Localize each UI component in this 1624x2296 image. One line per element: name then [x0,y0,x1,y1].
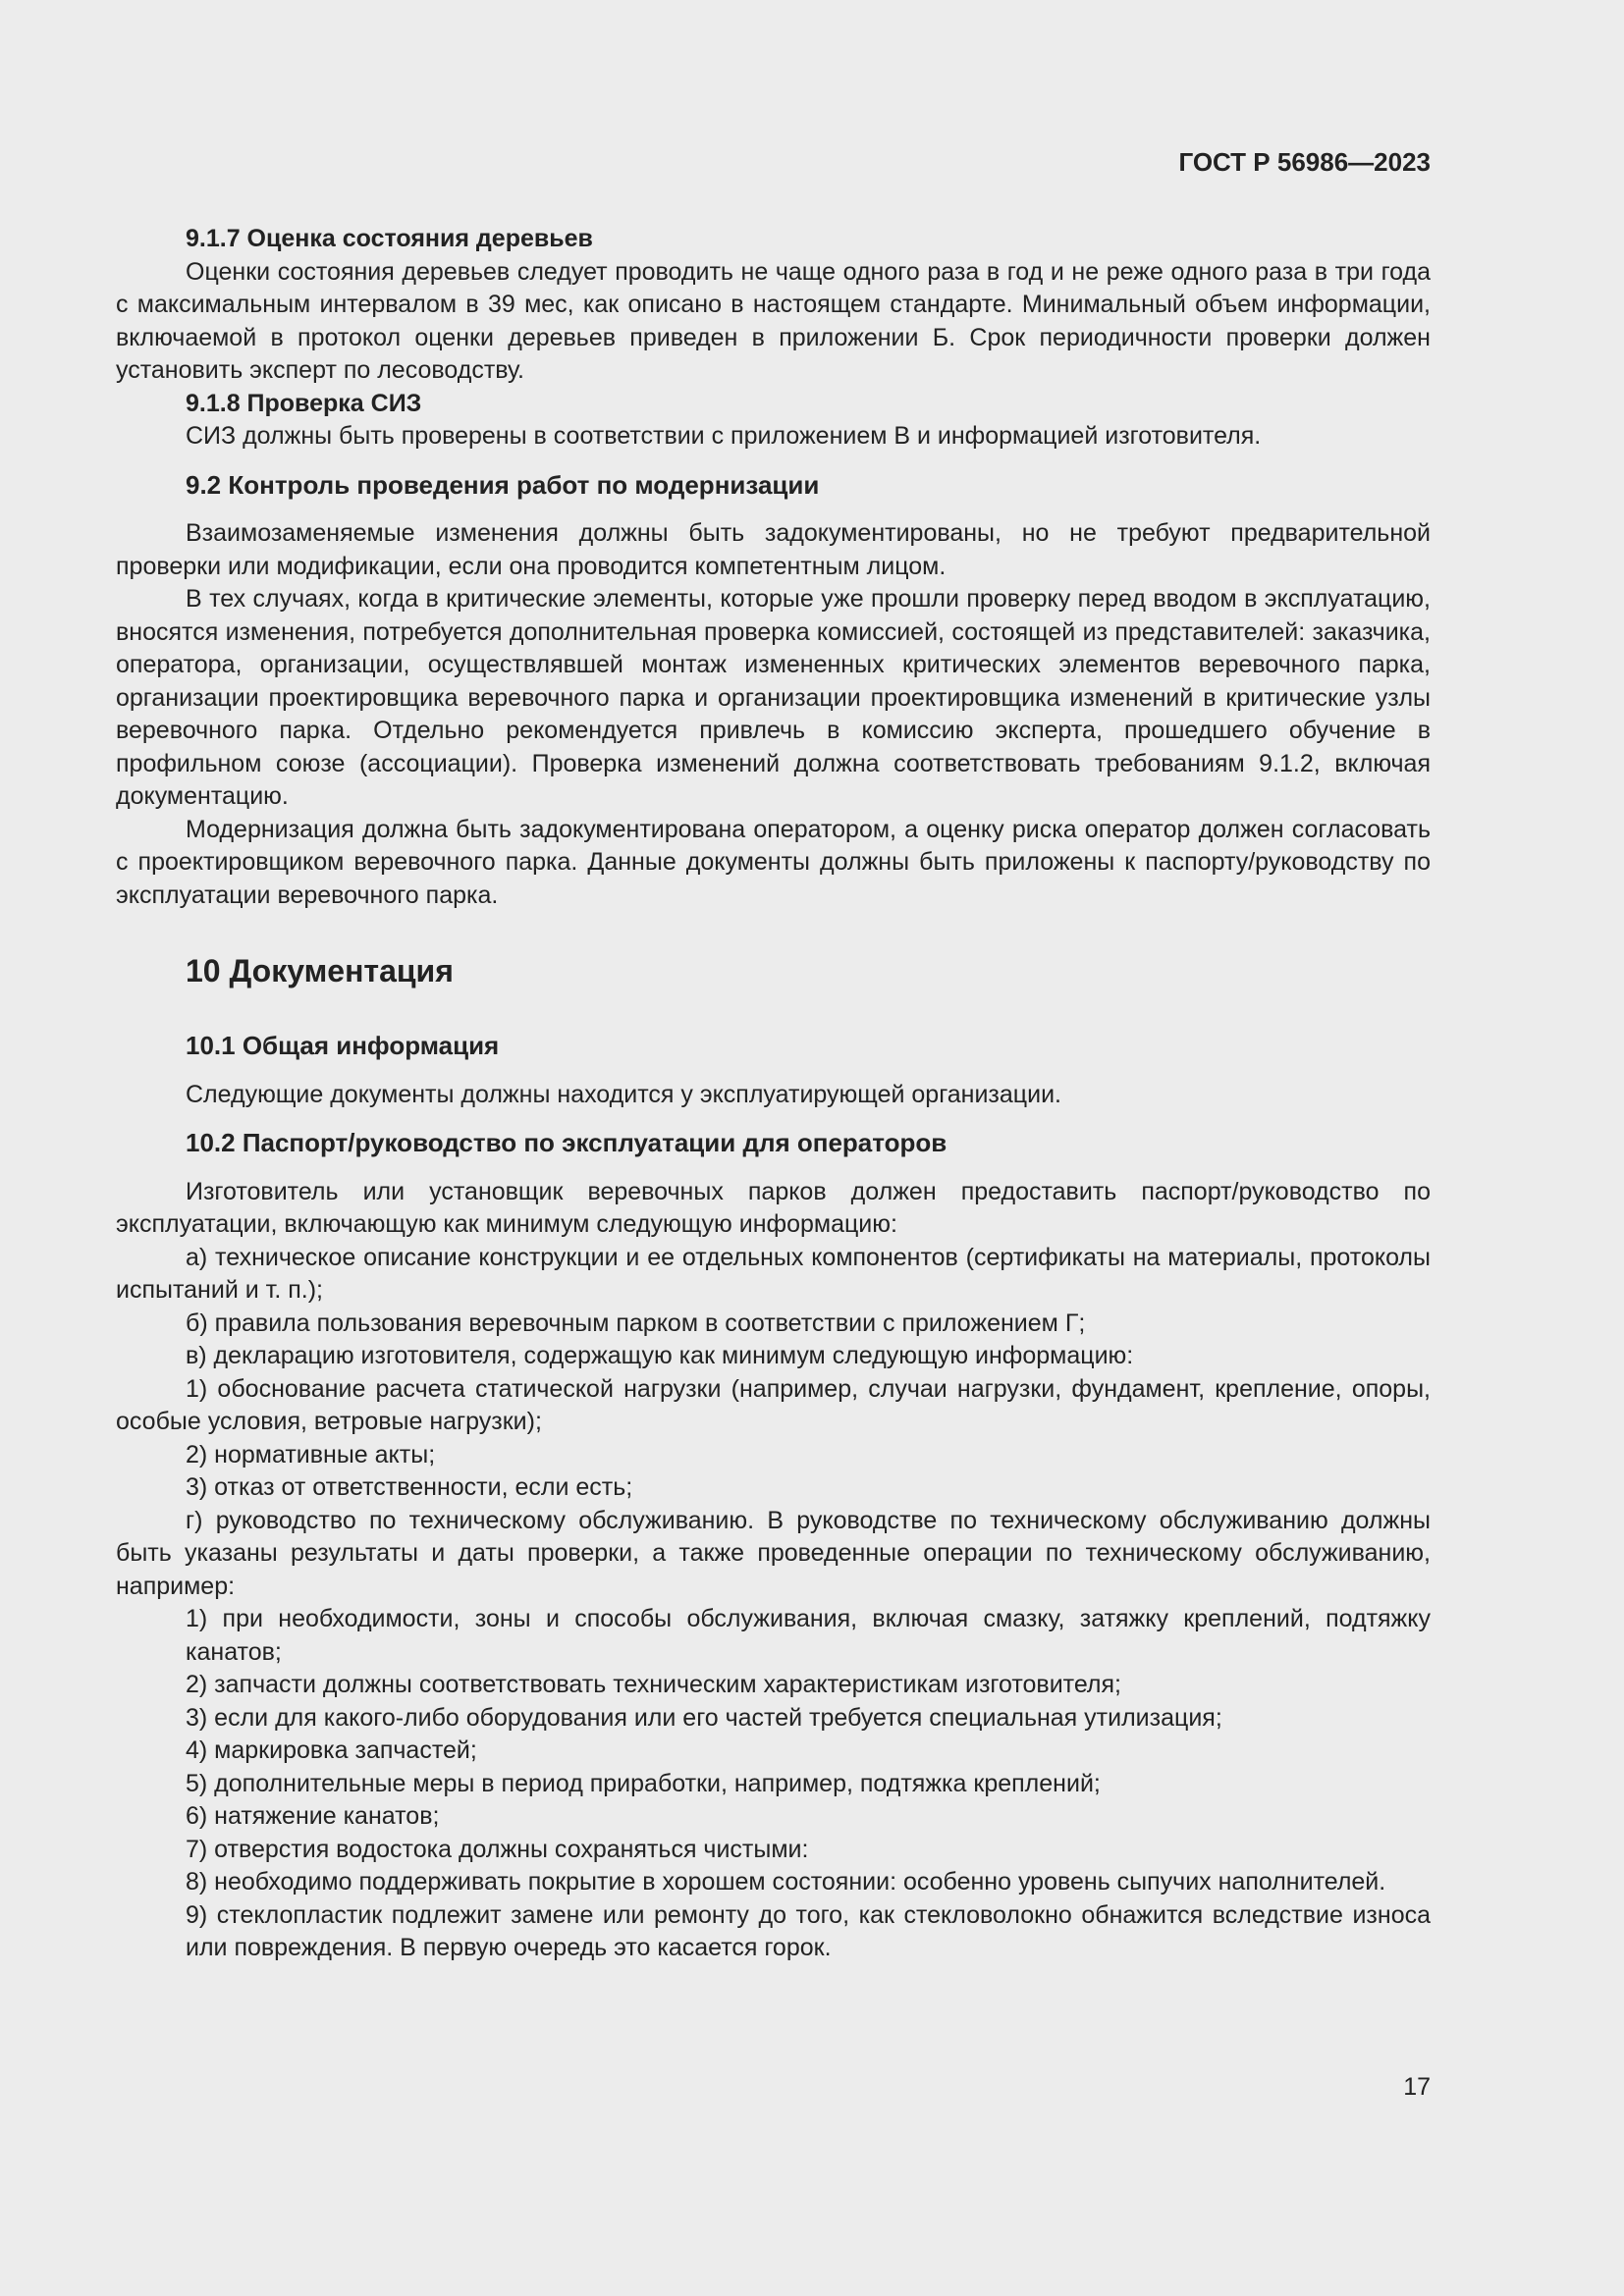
section-9-1-8-title: 9.1.8 Проверка СИЗ [186,389,422,417]
list-subitem: 3) если для какого-либо оборудования или его частей требуется специальная утилизация; [186,1703,1222,1732]
document-code: ГОСТ Р 56986—2023 [1178,147,1431,177]
list-subitem: 1) обоснование расчета статической нагрузки (например, случаи нагрузки, фундамент, крепление, опоры, особые условия, ветровые нагрузки); [116,1374,1431,1435]
section-10-title: 10 Документация [186,953,454,988]
list-subitem: 2) запчасти должны соответствовать техническим характеристикам изготовителя; [186,1671,1121,1698]
list-subitem: 5) дополнительные меры в период приработки, например, подтяжка креплений; [186,1769,1101,1797]
list-subitem: 2) нормативные акты; [186,1440,436,1468]
list-subitem: 4) маркировка запчастей; [186,1736,477,1764]
list-item: б) правила пользования веревочным парком в соответствии с приложением Г; [186,1308,1086,1337]
section-10-1-title: 10.1 Общая информация [186,1031,500,1060]
section-9-2-paragraph: Взаимозаменяемые изменения должны быть задокументированы, но не требуют предварительной проверки или модификации, если она проводится компетентным лицом. [116,519,1431,580]
page-number: 17 [1403,2073,1431,2101]
list-item: в) декларацию изготовителя, содержащую как минимум следующую информацию: [186,1342,1134,1369]
list-item: а) техническое описание конструкции и ее отдельных компонентов (сертификаты на материалы, протоколы испытаний и т. п.); [116,1243,1431,1304]
list-subitem: 6) натяжение канатов; [186,1802,440,1830]
list-subitem: 7) отверстия водостока должны сохраняться чистыми: [186,1835,809,1863]
section-10-2-title: 10.2 Паспорт/руководство по эксплуатации для операторов [186,1128,947,1157]
list-subitem: 1) при необходимости, зоны и способы обслуживания, включая смазку, затяжку креплений, подтяжку канатов; [186,1605,1431,1666]
list-subitem: 9) стеклопластик подлежит замене или ремонту до того, как стекловолокно обнажится вследствие износа или повреждения. В первую очередь это касается горок. [186,1900,1431,1961]
page-body [116,223,1431,1965]
section-10-2-intro: Изготовитель или установщик веревочных парков должен предоставить паспорт/руководство по эксплуатации, включающую как минимум следующую информацию: [116,1177,1431,1238]
list-subitem: 8) необходимо поддерживать покрытие в хорошем состоянии: особенно уровень сыпучих наполнителей. [186,1868,1386,1896]
section-10-1-text: Следующие документы должны находится у эксплуатирующей организации. [186,1080,1061,1108]
section-9-2-paragraph: Модернизация должна быть задокументирована оператором, а оценку риска оператор должен согласовать с проектировщиком веревочного парка. Данные документы должны быть приложены к паспорту/руководству по эксплуатации веревочного парка. [116,815,1431,909]
section-9-1-7-text: Оценки состояния деревьев следует проводить не чаще одного раза в год и не реже одного раза в три года с максимальным интервалом в 39 мес, как описано в настоящем стандарте. Минимальный объем информации, включаемой в протокол оценки деревьев приведен в приложении Б. Срок периодичности проверки должен установить эксперт по лесоводству. [116,257,1431,384]
section-9-1-8-text: СИЗ должны быть проверены в соответствии с приложением В и информацией изготовителя. [186,422,1262,450]
section-9-2-paragraph: В тех случаях, когда в критические элементы, которые уже прошли проверку перед вводом в эксплуатацию, вносятся изменения, потребуется дополнительная проверка комиссией, состоящей из представителей: заказчика, оператора, организации, осуществлявшей монтаж измененных критических элементов веревочного парка, организации проектировщика веревочного парка и организации проектировщика изменений в критические узлы веревочного парка. Отдельно рекомендуется привлечь в комиссию эксперта, прошедшего обучение в профильном союзе (ассоциации). Проверка изменений должна соответствовать требованиям 9.1.2, включая документацию. [116,585,1431,810]
list-subitem: 3) отказ от ответственности, если есть; [186,1473,633,1501]
section-9-1-7-title: 9.1.7 Оценка состояния деревьев [186,225,593,252]
section-9-2-title: 9.2 Контроль проведения работ по модернизации [186,469,820,500]
list-item: г) руководство по техническому обслуживанию. В руководстве по техническому обслуживанию должны быть указаны результаты и даты проверки, а также проведенные операции по техническому обслуживанию, например: [116,1506,1431,1600]
